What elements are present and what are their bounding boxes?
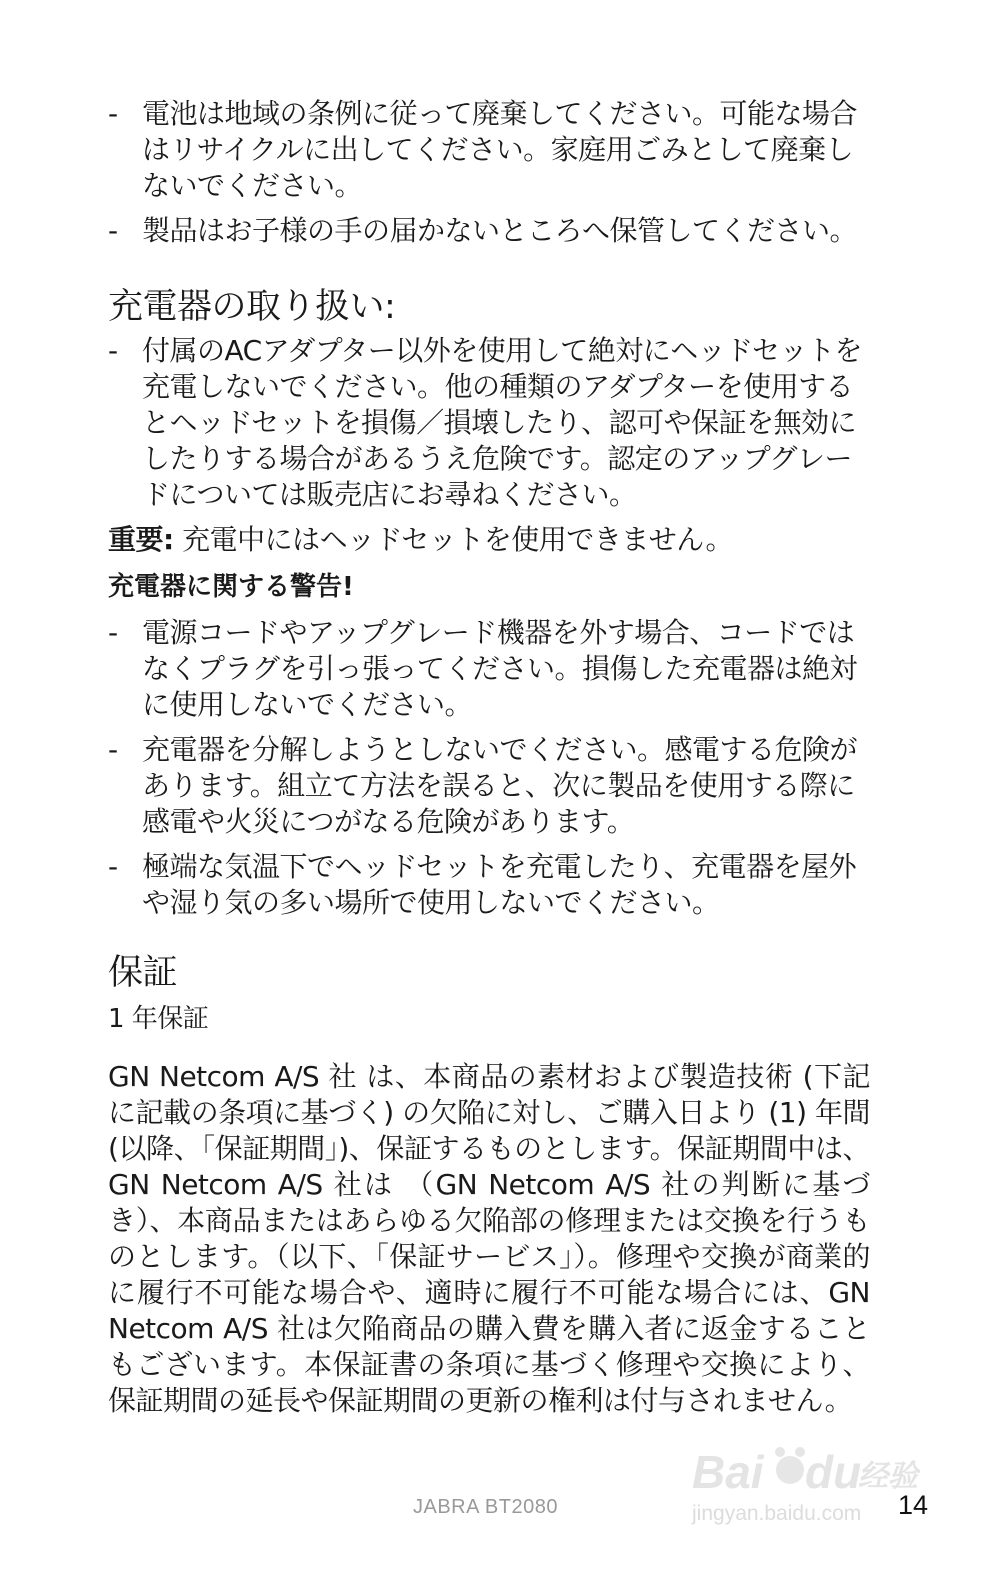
warranty-body: GN Netcom A/S 社 は、本商品の素材および製造技術 (下記に記載の条項に基づく) の欠陥に対し、ご購入日より (1) 年間 (以降、「保証期間」)、保証するものとします。保証期間中は、GN Netcom A/S 社は （GN Netcom A/S 社の判断に基づき）、本商品またはあらゆる欠陥部の修理または交換を行うものとします。（以下、「保証サービス」）。修理や交換が商業的に履行不可能な場合や、適時に履行不可能な場合には、GN Netcom A/S 社は欠陥商品の購入費を購入者に返金することもございます。本保証書の条項に基づく修理や交換により、保証期間の延長や保証期間の更新の権利は付与されません。	[108, 1060, 898, 1417]
svg-text:du: du	[805, 1446, 862, 1498]
list-item-text: 充電器を分解しようとしないでください。感電する危険があります。組立て方法を誤ると、次に製品を使用する際に感電や火災につがなる危険があります。	[142, 733, 858, 838]
important-note	[108, 522, 870, 558]
list-item	[108, 96, 870, 204]
list-item	[108, 333, 870, 513]
bullet-dash: -	[108, 97, 118, 130]
baidu-url: jingyan.baidu.com	[692, 1502, 862, 1525]
list-item	[108, 615, 870, 723]
important-text: 充電中にはヘッドセットを使用できません。	[173, 523, 733, 556]
list-item-text: 付属のACアダプター以外を使用して絶対にヘッドセットを充電しないでください。他の種類のアダプターを使用するとヘッドセットを損傷／損壊したり、認可や保証を無効にしたりする場合があるうえ危険です。認定のアップグレードについては販売店にお尋ねください。	[142, 334, 862, 511]
footer-brand: JABRA BT2080	[413, 1496, 558, 1518]
list-item	[108, 732, 870, 840]
list-item	[108, 849, 870, 921]
svg-text:Bai: Bai	[692, 1446, 764, 1498]
list-item-text: 電池は地域の条例に従って廃棄してください。可能な場合はリサイクルに出してください。家庭用ごみとして廃棄しないでください。	[142, 97, 858, 202]
manual-page	[108, 96, 898, 1430]
list-item-text: 極端な気温下でヘッドセットを充電したり、充電器を屋外や湿り気の多い場所で使用しないでください。	[142, 850, 857, 919]
list-item-text: 製品はお子様の手の届かないところへ保管してください。	[142, 214, 858, 247]
warning-heading: 充電器に関する警告!	[108, 572, 354, 602]
important-label: 重要:	[108, 523, 174, 556]
svg-text:经验: 经验	[858, 1459, 918, 1494]
baidu-watermark	[690, 1440, 920, 1540]
list-item-text: 電源コードやアップグレード機器を外す場合、コードではなくプラグを引っ張ってください。損傷した充電器は絶対に使用しないでください。	[142, 616, 858, 721]
charger-section-heading: 充電器の取り扱い:	[108, 287, 396, 327]
bullet-dash: -	[108, 850, 118, 883]
bullet-dash: -	[108, 334, 118, 367]
page-number: 14	[898, 1490, 929, 1520]
warranty-subheading: 1 年保証	[108, 1004, 209, 1034]
bullet-dash: -	[108, 616, 118, 649]
list-item	[108, 213, 870, 249]
bullet-dash: -	[108, 214, 118, 247]
warranty-section-heading: 保証	[108, 953, 178, 993]
bullet-dash: -	[108, 733, 118, 766]
